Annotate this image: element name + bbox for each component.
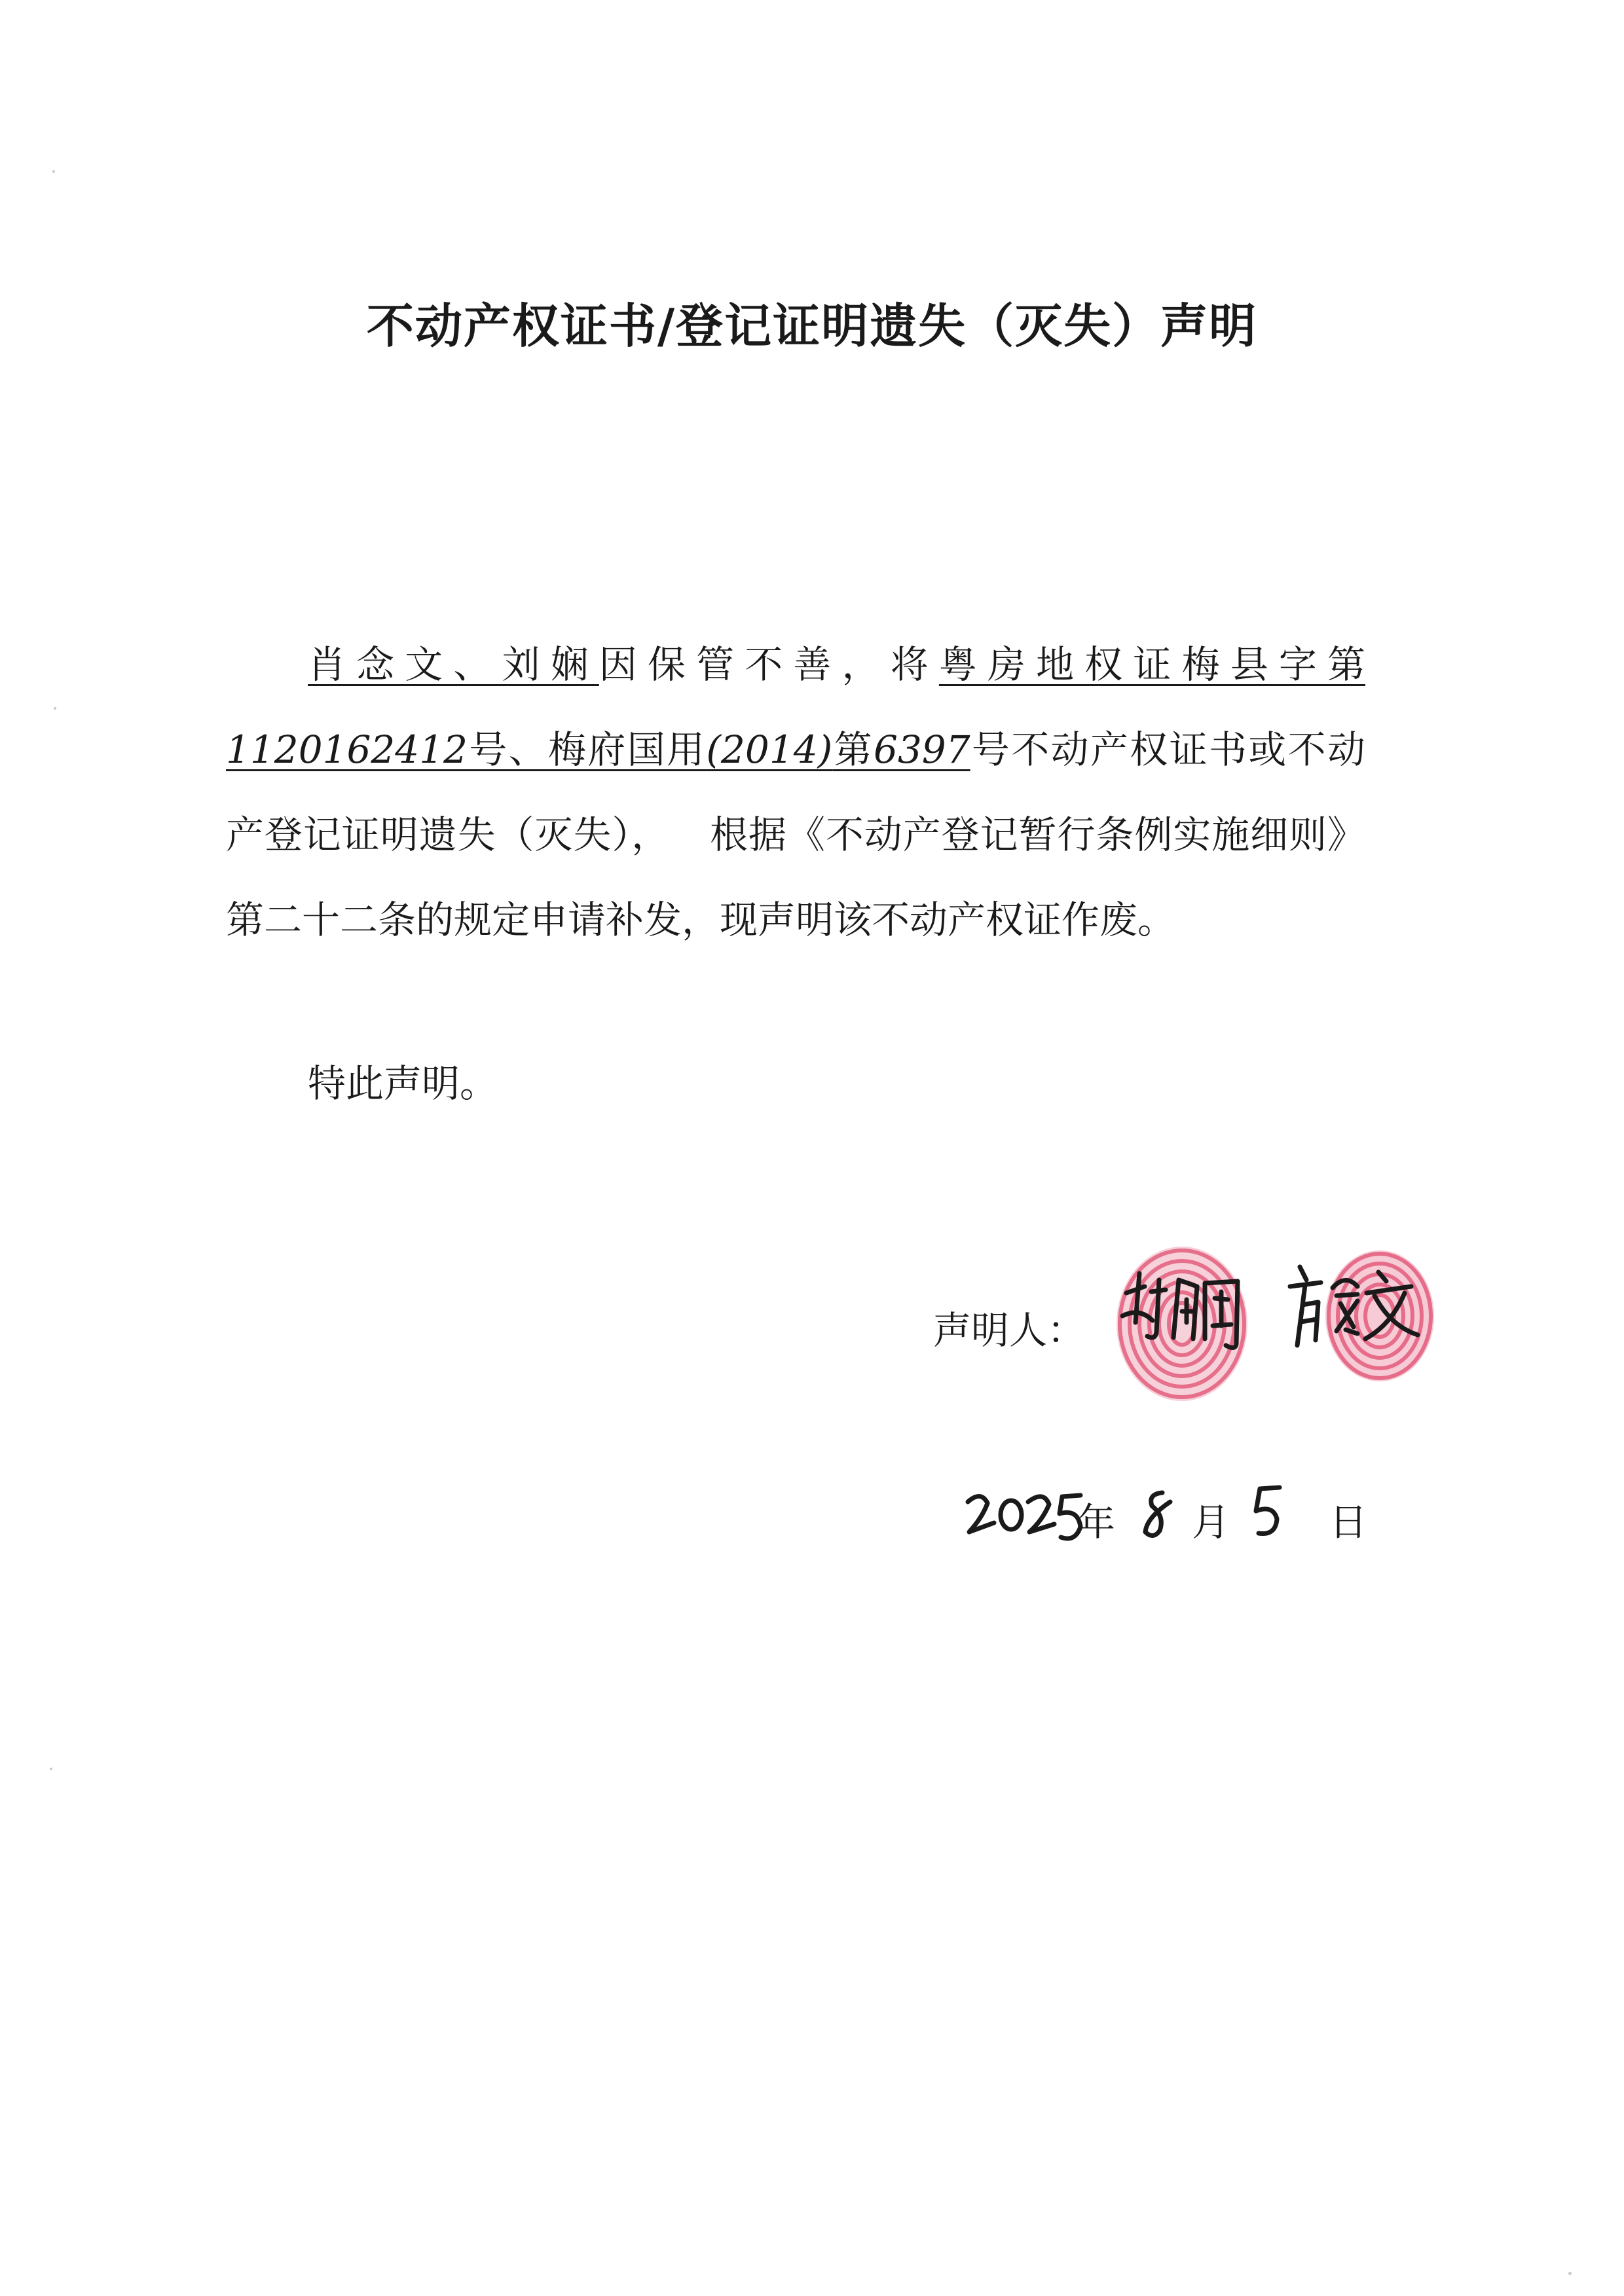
signature-liu-xian (1113, 1260, 1251, 1355)
date-day-unit: 日 (1329, 1500, 1368, 1544)
certificate-2-suffix: 号 (970, 727, 1012, 772)
closing-statement: 特此声明。 (308, 1061, 498, 1106)
certificate-1-number: 1120162412 (226, 727, 468, 772)
owner-names: 肖念文、刘娴 (308, 642, 599, 687)
scan-speck (50, 1768, 52, 1770)
handwritten-day (1246, 1478, 1291, 1544)
signature-xiao-nianwen (1280, 1254, 1428, 1365)
date-month-unit: 月 (1192, 1500, 1230, 1544)
scan-speck (54, 707, 56, 710)
declarant-label: 声明人： (933, 1308, 1086, 1353)
certificate-2-number: 6397 (873, 727, 970, 772)
legal-basis-text: 根据《不动产登记暂行条例实施细则》第二十二条的规定申请补发，现声明该不动产权证作废。 (226, 812, 1365, 942)
document-title: 不动产权证书/登记证明遗失（灭失）声明 (366, 298, 1258, 354)
certificate-1-prefix: 粤房地权证梅县字第 (938, 642, 1365, 687)
declaration-body (226, 622, 1365, 962)
handwritten-month (1136, 1485, 1182, 1544)
date-year-unit: 年 (1077, 1500, 1116, 1544)
loss-statement: 不动产权证书或不动产登记证明遗失（灭失）， (226, 727, 1365, 857)
declaration-paragraph (226, 622, 1365, 962)
declaration-date (963, 1472, 1395, 1550)
certificate-2-year: (2014) (706, 727, 833, 772)
scan-speck (52, 170, 55, 173)
certificate-1-suffix: 号、梅府国用 (468, 727, 707, 772)
reason-text: 因保管不善，将 (599, 642, 939, 687)
scan-speck (1568, 2272, 1572, 2275)
certificate-2-prefix: 第 (832, 727, 874, 772)
